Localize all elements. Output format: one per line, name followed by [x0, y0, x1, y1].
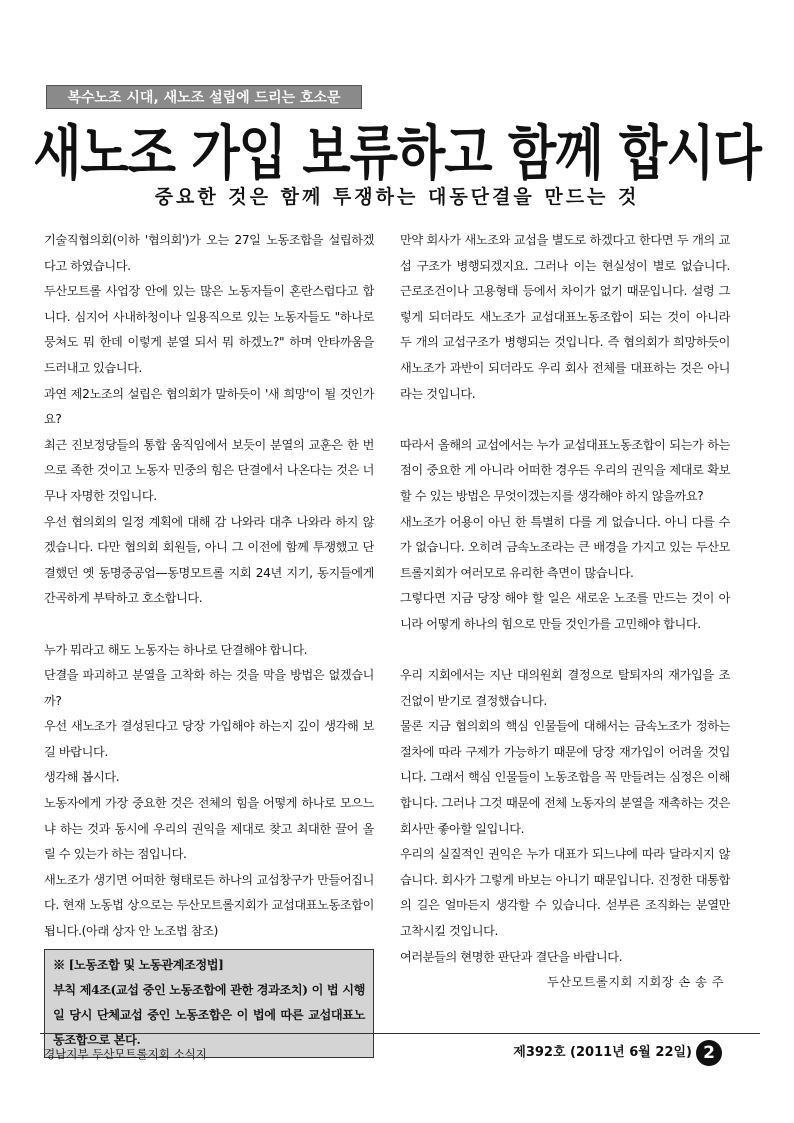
paragraph: 만약 회사가 새노조와 교섭을 별도로 하겠다고 한다면 두 개의 교섭 구조가 병행되겠지요. 그러나 이는 현실성이 별로 없습니다. 근로조건이나 고용형태 등에서 차이가 없기 때문입니다. 설령 그렇게 되더라도 새노조가 교섭대표노동조합이 되는 것이 아니라 두 개의 교섭구조가 병행되는 것입니다. 즉 협의회가 희망하듯이 새노조가 과반이 되더라도 우리 회사 전체를 대표하는 것은 아니라는 것입니다. [400, 233, 730, 401]
paragraph: 우리의 실질적인 권익은 누가 대표가 되느냐에 따라 달라지지 않습니다. 회사가 그렇게 바보는 아니기 때문입니다. 진정한 대통합의 길은 얼마든지 생각할 수 있습니다. 섣부른 조직화는 분열만 고착시킬 것입니다. [400, 847, 730, 939]
footer-divider [40, 1033, 760, 1034]
law-box-title: ※ [노동조합 및 노동관계조정법] [53, 957, 224, 972]
paragraph: 우리 지회에서는 지난 대의원회 결정으로 탈퇴자의 재가입을 조건없이 받기로 결정했습니다. [400, 668, 730, 708]
paragraph: 기술직협의회(이하 '협의회')가 오는 27일 노동조합을 설립하겠다고 하였습니다. [44, 233, 374, 273]
paragraph: 누가 뭐라고 해도 노동자는 하나로 단결해야 합니다. [44, 642, 308, 657]
paragraph: 새노조가 어용이 아닌 한 특별히 다를 게 없습니다. 아니 다를 수가 없습니다. 오히려 금속노조라는 큰 배경을 가지고 있는 두산모트롤지회가 여러모로 유리한 측면이 많습니다. [400, 514, 730, 580]
paragraph: 단결을 파괴하고 분열을 고착화 하는 것을 막을 방법은 없겠습니까? [44, 668, 374, 708]
right-column [400, 228, 730, 996]
paragraph: 두산모트롤 사업장 안에 있는 많은 노동자들이 혼란스럽다고 합니다. 심지어 사내하청이나 일용직으로 있는 노동자들도 "하나로 뭉쳐도 뭐 한데 이렇게 분열 되서 뭐 하겠노?" 하며 안타까움을 드러내고 있습니다. [44, 284, 374, 375]
newsletter-name: 경남지부 두산모트롤지회 소식지 [44, 1047, 207, 1061]
signature: 두산모트롤지회 지회장 손 송 주 [546, 975, 724, 990]
paragraph: 여러분들의 현명한 판단과 결단을 바랍니다. [400, 949, 623, 964]
paragraph: 우선 새노조가 결성된다고 당장 가입해야 하는지 깊이 생각해 보길 바랍니다. [44, 719, 374, 759]
page-subtitle: 중요한 것은 함께 투쟁하는 대동단결을 만드는 것 [154, 186, 640, 208]
paragraph: 따라서 올해의 교섭에서는 누가 교섭대표노동조합이 되는가 하는 점이 중요한 게 아니라 어떠한 경우든 우리의 권익을 제대로 확보할 수 있는 방법은 무엇이겠는지를 생각해야 하지 않을까요? [400, 437, 730, 503]
law-reference-box [44, 949, 374, 1058]
paragraph: 우선 협의회의 일정 계획에 대해 감 나와라 대추 나와라 하지 않겠습니다. 다만 협의회 회원들, 아니 그 이전에 함께 투쟁했고 단결했던 옛 동명중공업—동명모트롤 지회 24년 지기, 동지들에게 간곡하게 부탁하고 호소합니다. [44, 514, 374, 606]
paragraph: 물론 지금 협의회의 핵심 인물들에 대해서는 금속노조가 정하는 절차에 따라 구제가 가능하기 때문에 당장 재가입이 어려울 것입니다. 그래서 핵심 인물들이 노동조합을 꼭 만들려는 심정은 이해합니다. 그러나 그것 때문에 전체 노동자의 분열을 재촉하는 것은 회사만 좋아할 일입니다. [400, 719, 730, 836]
paragraph: 새노조가 생기면 어떠한 형태로든 하나의 교섭창구가 만들어집니다. 현재 노동법 상으로는 두산모트롤지회가 교섭대표노동조합이 됩니다.(아래 상자 안 노조법 참조) [44, 872, 374, 939]
section-tagline: 복수노조 시대, 새노조 설립에 드리는 호소문 [46, 85, 362, 109]
paragraph: 생각해 봅시다. [44, 770, 120, 785]
paragraph: 최근 진보정당들의 통합 움직임에서 보듯이 분열의 교훈은 한 번으로 족한 것이고 노동자 민중의 힘은 단결에서 나온다는 것은 너무나 자명한 것입니다. [44, 437, 374, 503]
issue-info: 제392호 (2011년 6월 22일) [513, 1045, 692, 1060]
paragraph: 그렇다면 지금 당장 해야 할 일은 새로운 노조를 만드는 것이 아니라 어떻게 하나의 힘으로 만들 것인가를 고민해야 합니다. [400, 591, 730, 631]
paragraph: 노동자에게 가장 중요한 것은 전체의 힘을 어떻게 하나로 모으느냐 하는 것과 동시에 우리의 권익을 제대로 찾고 최대한 끌어 올릴 수 있는가 하는 점입니다. [44, 796, 374, 862]
page-number: 2 [696, 1040, 722, 1066]
left-column [44, 228, 374, 1058]
law-box-text: 부칙 제4조(교섭 중인 노동조합에 관한 경과조치) 이 법 시행일 당시 단체교섭 중인 노동조합은 이 법에 따른 교섭대표노동조합으로 본다. [53, 982, 365, 1047]
paragraph: 과연 제2노조의 설립은 협의회가 말하듯이 '새 희망'이 될 것인가요? [44, 386, 374, 427]
page-title: 새노조 가입 보류하고 함께 합시다 [33, 119, 761, 188]
